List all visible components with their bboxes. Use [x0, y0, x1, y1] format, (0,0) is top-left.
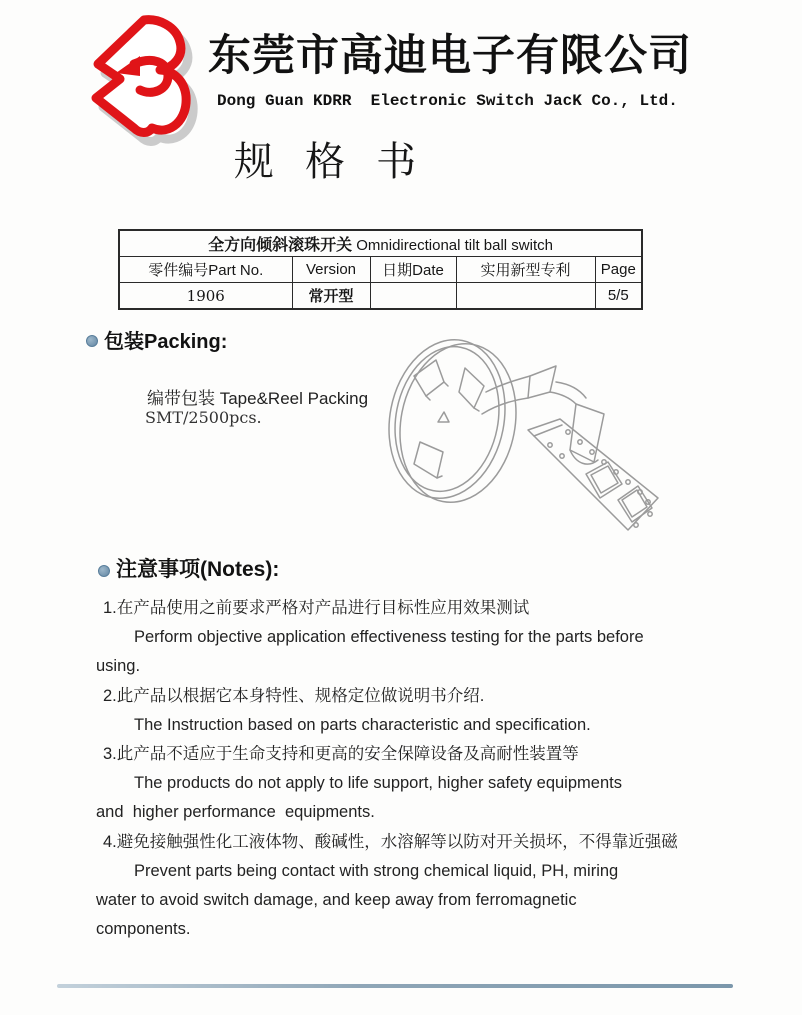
notes-bullet-icon	[98, 565, 110, 577]
product-name-en: Omnidirectional tilt ball switch	[352, 237, 553, 254]
header-version: Version	[292, 257, 370, 283]
packing-heading: 包装Packing:	[104, 331, 228, 353]
header-patent: 实用新型专利	[456, 257, 595, 283]
notes-heading: 注意事项(Notes):	[116, 558, 280, 581]
value-part-no: 1906	[119, 283, 292, 310]
note-line: The Instruction based on parts characteristic and specification.	[134, 715, 591, 734]
document-title: 规 格 书	[233, 140, 427, 184]
company-name-zh: 东莞市高迪电子有限公司	[208, 32, 692, 80]
note-line: Prevent parts being contact with strong chemical liquid, PH, miring	[134, 861, 619, 880]
note-line: 4.避免接触强性化工液体物、酸碱性，水溶解等以防对开关损坏，不得靠近强磁	[103, 832, 678, 851]
note-line: water to avoid switch damage, and keep away from ferromagnetic	[96, 890, 577, 909]
header-part-no: 零件编号Part No.	[119, 257, 292, 283]
packing-line-2: SMT/2500pcs.	[145, 408, 262, 427]
value-version: 常开型	[292, 283, 370, 310]
note-line: and higher performance equipments.	[96, 803, 375, 822]
note-line: components.	[96, 920, 191, 939]
value-page: 5/5	[595, 283, 642, 310]
value-patent	[456, 283, 595, 310]
note-line: Perform objective application effectiveness testing for the parts before	[134, 628, 644, 647]
note-line: 1.在产品使用之前要求严格对产品进行目标性应用效果测试	[103, 599, 530, 617]
note-line: 3.此产品不适应于生命支持和更高的安全保障设备及高耐性装置等	[103, 744, 579, 763]
footer-divider-line	[57, 984, 733, 988]
product-info-table	[118, 229, 643, 310]
packing-bullet-icon	[86, 335, 98, 347]
table-title-row	[119, 230, 642, 257]
note-line: The products do not apply to life support, higher safety equipments	[134, 774, 622, 793]
product-name-zh: 全方向倾斜滚珠开关	[208, 237, 353, 254]
header-page: Page	[595, 257, 642, 283]
company-name-en: Dong Guan KDRR Electronic Switch JacK Co., Ltd.	[217, 92, 678, 110]
table-header-row	[119, 257, 642, 283]
note-line: 2.此产品以根据它本身特性、规格定位做说明书介绍.	[103, 686, 485, 705]
table-title-cell	[119, 230, 642, 257]
header-date: 日期Date	[370, 257, 456, 283]
tape-reel-drawing-icon	[380, 332, 668, 546]
packing-line-1: 编带包装 Tape&Reel Packing	[147, 389, 369, 408]
table-value-row	[119, 283, 642, 310]
notes-lines	[96, 594, 678, 944]
note-line: using.	[96, 657, 141, 676]
value-date	[370, 283, 456, 310]
